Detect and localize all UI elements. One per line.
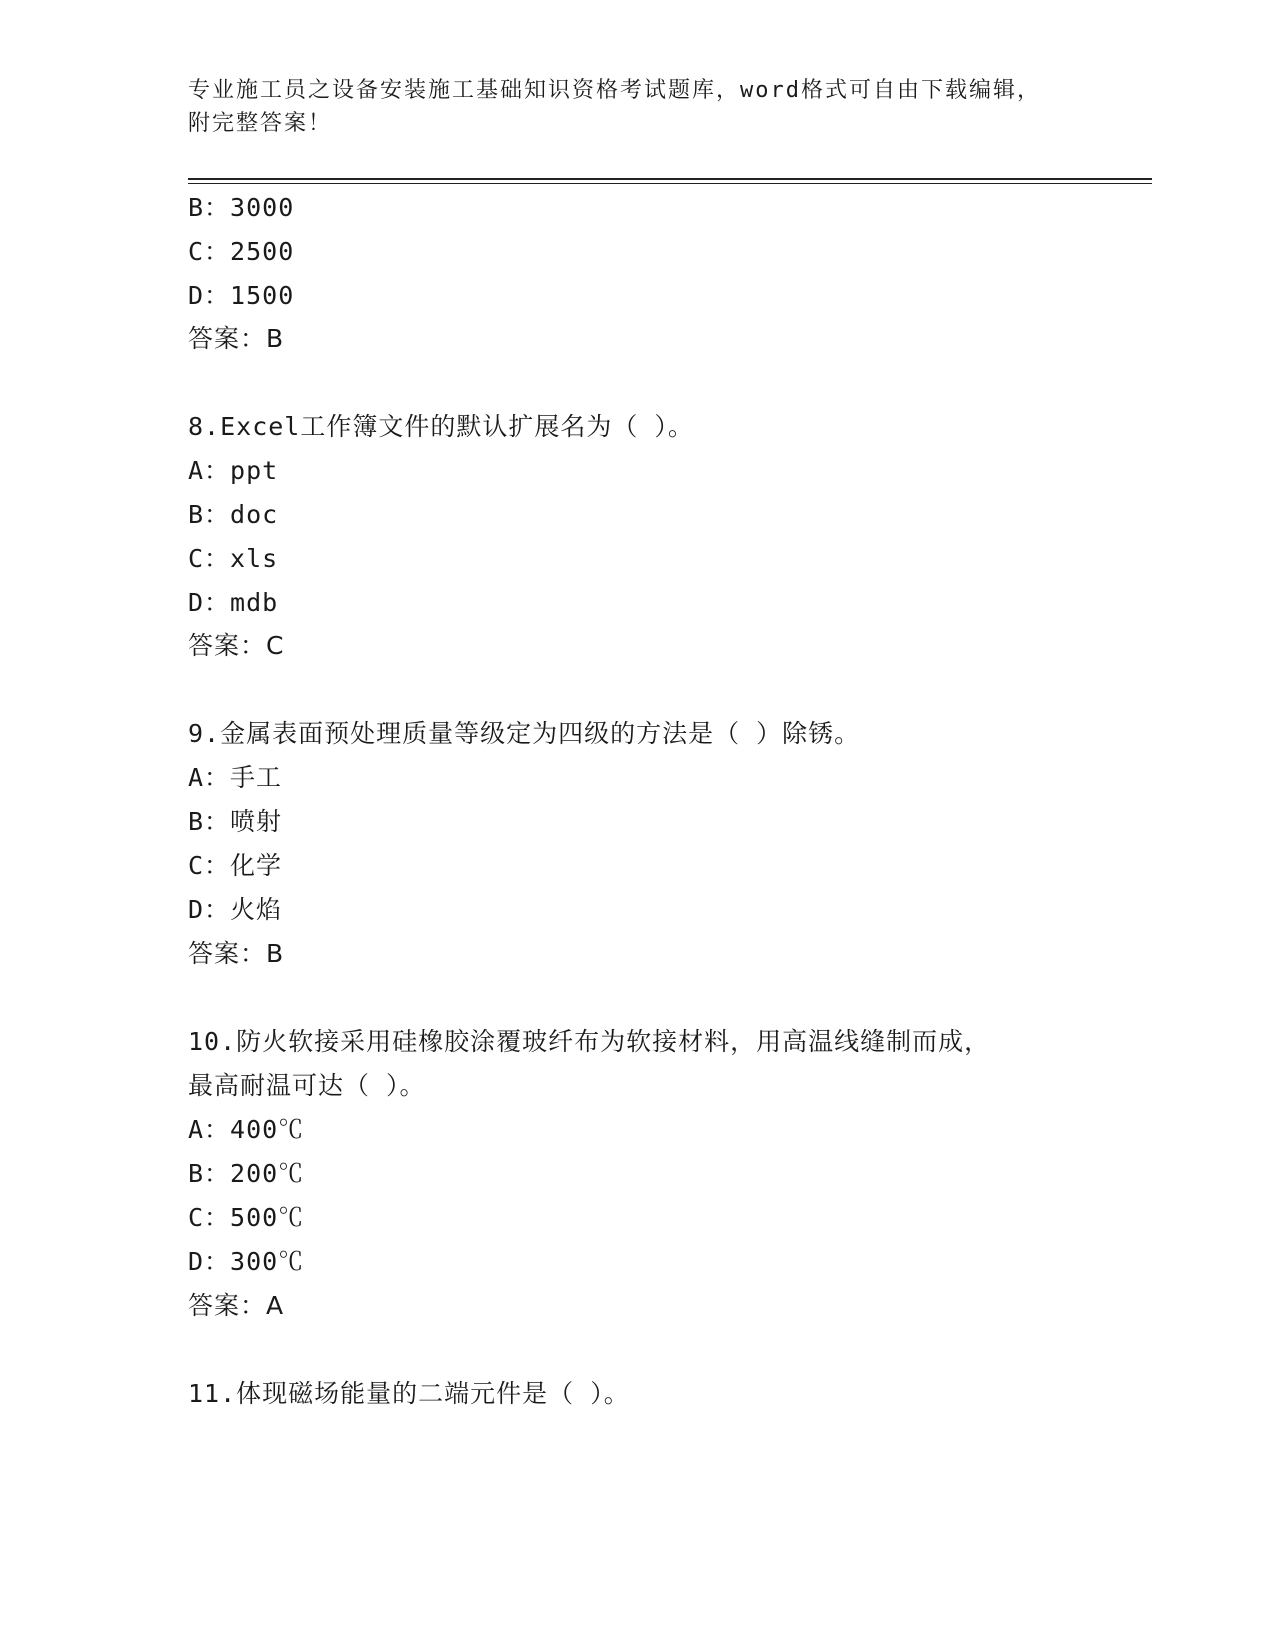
q8-answer: 答案：C bbox=[188, 631, 285, 660]
q8-option-a: A：ppt bbox=[188, 456, 279, 485]
q7-option-c: C：2500 bbox=[188, 237, 295, 266]
q9-option-d: D：火焰 bbox=[188, 895, 283, 924]
q10-stem-line-1: 10.防火软接采用硅橡胶涂覆玻纤布为软接材料，用高温线缝制而成， bbox=[188, 1027, 991, 1056]
q8-stem: 8.Excel工作簿文件的默认扩展名为（ ）。 bbox=[188, 412, 694, 441]
q10-stem-line-2: 最高耐温可达（ ）。 bbox=[188, 1071, 426, 1100]
q7-option-b: B：3000 bbox=[188, 193, 295, 222]
q9-option-a: A：手工 bbox=[188, 763, 283, 792]
q8-option-c: C：xls bbox=[188, 544, 279, 573]
q9-answer: 答案：B bbox=[188, 939, 285, 968]
header-rule-thin bbox=[188, 183, 1152, 184]
q10-option-a: A：400℃ bbox=[188, 1115, 305, 1144]
q9-option-b: B：喷射 bbox=[188, 807, 283, 836]
document-header bbox=[188, 74, 1068, 140]
header-rule-thick bbox=[188, 178, 1152, 180]
q9-stem: 9.金属表面预处理质量等级定为四级的方法是（ ）除锈。 bbox=[188, 719, 861, 748]
q9-option-c: C：化学 bbox=[188, 851, 283, 880]
q10-option-b: B：200℃ bbox=[188, 1159, 305, 1188]
q10-option-d: D：300℃ bbox=[188, 1247, 305, 1276]
q11-stem: 11.体现磁场能量的二端元件是（ ）。 bbox=[188, 1379, 630, 1408]
q8-option-d: D：mdb bbox=[188, 588, 279, 617]
header-line-2: 附完整答案！ bbox=[188, 111, 333, 136]
header-line-1: 专业施工员之设备安装施工基础知识资格考试题库，word格式可自由下载编辑， bbox=[188, 78, 1041, 103]
q10-answer: 答案：A bbox=[188, 1291, 285, 1320]
q7-option-d: D：1500 bbox=[188, 281, 295, 310]
q10-option-c: C：500℃ bbox=[188, 1203, 305, 1232]
q8-option-b: B：doc bbox=[188, 500, 279, 529]
q7-answer: 答案：B bbox=[188, 324, 285, 353]
